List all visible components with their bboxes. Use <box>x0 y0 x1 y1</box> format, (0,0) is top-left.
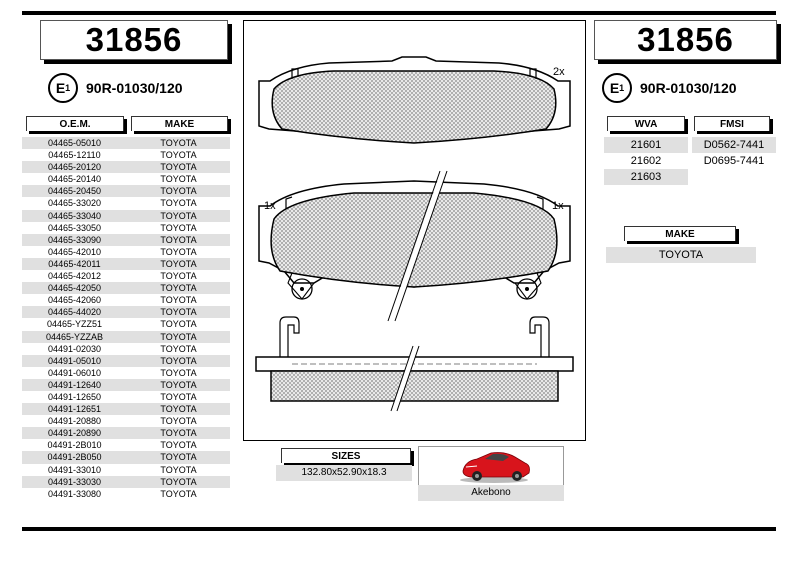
oem-number-cell: 04465-33020 <box>47 198 102 209</box>
oem-number-cell: 04465-YZZAB <box>45 331 104 342</box>
qty-left-label: 1x <box>264 200 276 212</box>
oem-table-row <box>22 439 230 451</box>
oem-make-cell: TOYOTA <box>160 210 197 221</box>
oem-table-row <box>22 391 230 403</box>
oem-number-cell: 04491-33010 <box>47 464 102 475</box>
oem-number-cell: 04491-05010 <box>47 355 102 366</box>
oem-number-cell: 04465-YZZ51 <box>46 319 103 330</box>
oem-number-cell: 04465-42010 <box>47 246 102 257</box>
oem-table-row <box>22 149 230 161</box>
oem-table-row <box>22 222 230 234</box>
oem-make-cell: TOYOTA <box>160 476 197 487</box>
part-number-left <box>40 20 228 60</box>
oem-number-cell: 04465-42012 <box>47 271 102 282</box>
oem-table-row <box>22 331 230 343</box>
oem-table-row <box>22 415 230 427</box>
oem-number-cell: 04491-06010 <box>47 367 102 378</box>
oem-table-row <box>22 476 230 488</box>
oem-number-cell: 04465-42011 <box>48 258 101 269</box>
oem-table-row <box>22 246 230 258</box>
oem-table-row <box>22 403 230 415</box>
fmsi-value-0: D0562-7441 <box>692 137 776 153</box>
oem-number-cell: 04465-20120 <box>47 162 102 173</box>
oem-table-row <box>22 306 230 318</box>
oem-table-row <box>22 210 230 222</box>
oem-number-cell: 04465-42050 <box>47 283 102 294</box>
qty-right-label: 1x <box>552 200 564 212</box>
vehicle-caption: Akebono <box>418 485 564 501</box>
oem-table-row <box>22 173 230 185</box>
oem-number-cell: 04491-20890 <box>47 428 102 439</box>
make-header: MAKE <box>131 116 228 131</box>
oem-number-cell: 04465-33050 <box>47 222 102 233</box>
oem-number-cell: 04491-33080 <box>47 488 102 499</box>
oem-make-cell: TOYOTA <box>160 319 197 330</box>
oem-number-cell: 04491-33030 <box>47 476 102 487</box>
oem-make-cell: TOYOTA <box>160 283 197 294</box>
qty-top-label: 2x <box>553 66 565 78</box>
oem-table-row <box>22 464 230 476</box>
oem-make-cell: TOYOTA <box>160 391 197 402</box>
oem-number-cell: 04491-12650 <box>47 391 102 402</box>
oem-make-cell: TOYOTA <box>160 379 197 390</box>
sizes-value: 132.80x52.90x18.3 <box>276 465 412 481</box>
oem-make-cell: TOYOTA <box>160 307 197 318</box>
oem-make-cell: TOYOTA <box>160 258 197 269</box>
side-friction <box>271 371 558 401</box>
oem-table-row <box>22 367 230 379</box>
make-box-header: MAKE <box>624 226 736 241</box>
oem-table-row <box>22 488 230 500</box>
oem-make-cell: TOYOTA <box>160 464 197 475</box>
wva-value-1: 21602 <box>630 155 662 167</box>
oem-number-cell: 04465-20140 <box>47 174 102 185</box>
oem-table-row <box>22 294 230 306</box>
oem-make-cell: TOYOTA <box>160 246 197 257</box>
oem-number-cell: 04465-12110 <box>48 150 101 161</box>
oem-table-row <box>22 451 230 463</box>
oem-make-cell: TOYOTA <box>160 416 197 427</box>
wva-header: WVA <box>607 116 685 131</box>
oem-make-cell: TOYOTA <box>160 150 197 161</box>
make-box-value: TOYOTA <box>606 247 756 263</box>
oem-number-cell: 04491-02030 <box>47 343 102 354</box>
oem-table-row <box>22 161 230 173</box>
middle-pad-friction <box>271 193 557 287</box>
vehicle-image <box>418 446 564 486</box>
part-number-text-right: 31856 <box>637 21 734 58</box>
oem-make-cell: TOYOTA <box>160 222 197 233</box>
oem-table-row <box>22 282 230 294</box>
oem-number-cell: 04491-2B010 <box>47 440 102 451</box>
oem-table-row <box>22 270 230 282</box>
oem-table-row <box>22 234 230 246</box>
diagram-svg <box>244 21 585 440</box>
oem-table-row <box>22 355 230 367</box>
fmsi-header: FMSI <box>694 116 770 131</box>
car-icon <box>419 447 563 485</box>
part-number-text: 31856 <box>85 21 183 58</box>
approval-mark-right <box>602 73 737 103</box>
oem-number-cell: 04491-12651 <box>47 404 102 415</box>
oem-make-cell: TOYOTA <box>160 452 197 463</box>
approval-code: 90R-01030/120 <box>86 80 183 96</box>
oem-make-cell: TOYOTA <box>160 343 197 354</box>
oem-number-cell: 04491-12640 <box>47 379 102 390</box>
oem-make-cell: TOYOTA <box>160 404 197 415</box>
middle-pad-hole-left-center <box>300 287 304 291</box>
oem-number-cell: 04491-2B050 <box>47 452 102 463</box>
oem-header: O.E.M. <box>26 116 124 131</box>
oem-make-cell: TOYOTA <box>160 331 197 342</box>
oem-make-cell: TOYOTA <box>160 198 197 209</box>
oem-table-row <box>22 427 230 439</box>
oem-table-row <box>22 343 230 355</box>
sizes-header: SIZES <box>281 448 411 463</box>
oem-table-row <box>22 258 230 270</box>
oem-make-cell: TOYOTA <box>160 162 197 173</box>
approval-mark-left <box>48 73 183 103</box>
bottom-rule <box>22 527 776 531</box>
approval-code-right: 90R-01030/120 <box>640 80 737 96</box>
oem-make-cell: TOYOTA <box>160 488 197 499</box>
oem-table-row <box>22 379 230 391</box>
oem-make-cell: TOYOTA <box>160 271 197 282</box>
e-mark-icon: E 1 <box>48 73 78 103</box>
top-pad-friction <box>272 71 556 143</box>
oem-make-cell: TOYOTA <box>160 367 197 378</box>
part-number-right <box>594 20 777 60</box>
oem-table <box>22 137 230 500</box>
brake-pad-diagram <box>243 20 586 441</box>
oem-table-row <box>22 318 230 330</box>
oem-table-row <box>22 185 230 197</box>
wva-value-2: 21603 <box>604 169 688 185</box>
oem-make-cell: TOYOTA <box>160 428 197 439</box>
oem-make-cell: TOYOTA <box>160 138 197 148</box>
middle-pad-hole-right-center <box>525 287 529 291</box>
fmsi-value-1: D0695-7441 <box>703 155 765 167</box>
e-mark-icon-right: E 1 <box>602 73 632 103</box>
oem-make-cell: TOYOTA <box>160 186 197 197</box>
oem-number-cell: 04491-20880 <box>47 416 102 427</box>
oem-make-cell: TOYOTA <box>160 174 197 185</box>
oem-number-cell: 04465-05010 <box>47 138 102 148</box>
oem-make-cell: TOYOTA <box>160 355 197 366</box>
oem-number-cell: 04465-33040 <box>47 210 102 221</box>
oem-number-cell: 04465-44020 <box>47 307 102 318</box>
top-rule <box>22 11 776 15</box>
wva-value-0: 21601 <box>604 137 688 153</box>
oem-number-cell: 04465-33090 <box>47 234 102 245</box>
oem-make-cell: TOYOTA <box>160 295 197 306</box>
oem-make-cell: TOYOTA <box>160 234 197 245</box>
oem-table-row <box>22 137 230 149</box>
oem-make-cell: TOYOTA <box>160 440 197 451</box>
oem-number-cell: 04465-20450 <box>47 186 102 197</box>
oem-number-cell: 04465-42060 <box>47 295 102 306</box>
oem-table-row <box>22 197 230 209</box>
